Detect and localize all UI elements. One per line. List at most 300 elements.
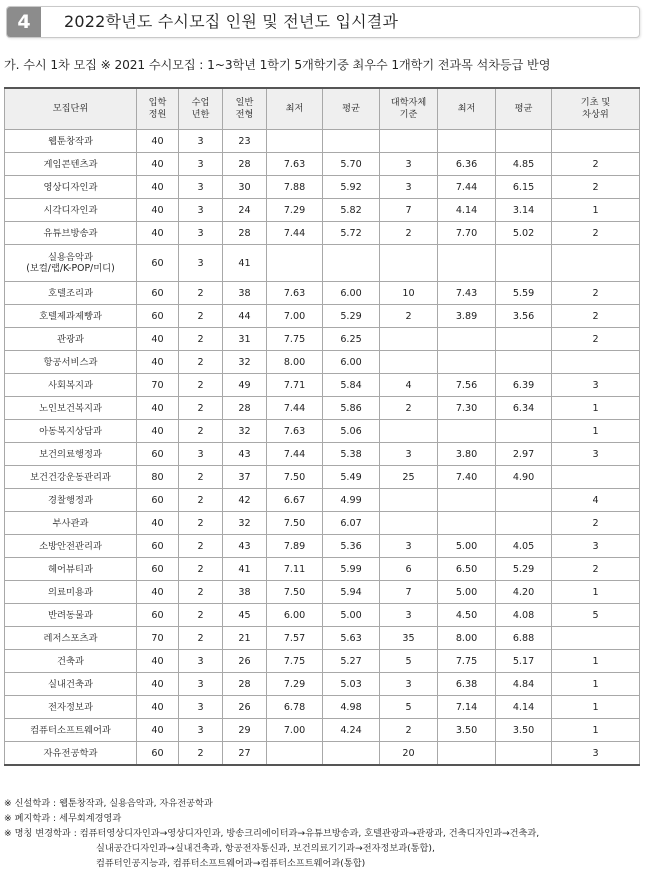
table-row xyxy=(5,199,640,222)
cell-years: 3 xyxy=(179,176,223,199)
cell-min1: 7.50 xyxy=(267,512,323,535)
cell-quota: 70 xyxy=(137,627,179,650)
col-header-dept: 모집단위 xyxy=(5,88,137,130)
cell-avg1: 5.70 xyxy=(323,153,380,176)
cell-univ-own: 10 xyxy=(380,282,438,305)
cell-dept: 유튜브방송과 xyxy=(5,222,137,245)
cell-years: 2 xyxy=(179,742,223,766)
cell-univ-own: 7 xyxy=(380,199,438,222)
cell-min2: 3.80 xyxy=(438,443,496,466)
cell-avg1 xyxy=(323,742,380,766)
section-title: 2022학년도 수시모집 인원 및 전년도 입시결과 xyxy=(64,12,399,31)
cell-univ-own xyxy=(380,351,438,374)
cell-avg2 xyxy=(496,328,552,351)
cell-univ-own: 20 xyxy=(380,742,438,766)
table-row xyxy=(5,650,640,673)
cell-avg1: 4.99 xyxy=(323,489,380,512)
note-closed-depts xyxy=(4,811,539,826)
cell-univ-own xyxy=(380,420,438,443)
cell-univ-own: 2 xyxy=(380,397,438,420)
cell-univ-own: 3 xyxy=(380,443,438,466)
cell-basic xyxy=(552,627,640,650)
cell-avg2: 3.56 xyxy=(496,305,552,328)
section-number: 4 xyxy=(7,7,41,37)
note-new-text: 웹툰창작과, 실용음악과, 자유전공학과 xyxy=(59,798,213,809)
cell-avg2 xyxy=(496,130,552,153)
cell-avg1: 5.63 xyxy=(323,627,380,650)
cell-avg1: 5.27 xyxy=(323,650,380,673)
note-rename-line2: 실내공간디자인과→실내건축과, 항공전자통신과, 보건의료기기과→전자정보과(통합), xyxy=(96,843,435,854)
cell-years: 2 xyxy=(179,305,223,328)
cell-dept: 헤어뷰티과 xyxy=(5,558,137,581)
note-new-label: ※ 신설학과 : xyxy=(4,798,57,809)
table-body xyxy=(5,130,640,766)
cell-min1: 7.63 xyxy=(267,420,323,443)
cell-univ-own: 2 xyxy=(380,305,438,328)
cell-dept: 건축과 xyxy=(5,650,137,673)
table-row xyxy=(5,153,640,176)
cell-min1: 7.50 xyxy=(267,466,323,489)
cell-univ-own xyxy=(380,489,438,512)
cell-years: 3 xyxy=(179,153,223,176)
cell-general: 41 xyxy=(223,558,267,581)
cell-univ-own: 2 xyxy=(380,719,438,742)
cell-general: 42 xyxy=(223,489,267,512)
cell-dept: 실내건축과 xyxy=(5,673,137,696)
col-header-min2: 최저 xyxy=(438,88,496,130)
cell-dept: 게임콘텐츠과 xyxy=(5,153,137,176)
table-row xyxy=(5,328,640,351)
cell-min2: 7.30 xyxy=(438,397,496,420)
cell-avg2 xyxy=(496,420,552,443)
cell-avg2: 6.15 xyxy=(496,176,552,199)
cell-quota: 40 xyxy=(137,328,179,351)
cell-avg1: 5.99 xyxy=(323,558,380,581)
cell-avg1: 5.03 xyxy=(323,673,380,696)
cell-years: 3 xyxy=(179,245,223,282)
cell-quota: 40 xyxy=(137,397,179,420)
cell-general: 32 xyxy=(223,420,267,443)
cell-univ-own: 2 xyxy=(380,222,438,245)
cell-basic: 2 xyxy=(552,153,640,176)
note-rename-line3: 컴퓨터인공지능과, 컴퓨터소프트웨어과→컴퓨터소프트웨어과(통합) xyxy=(96,858,366,869)
col-header-basic: 기초 및 차상위 xyxy=(552,88,640,130)
cell-years: 3 xyxy=(179,199,223,222)
cell-quota: 60 xyxy=(137,489,179,512)
table-row xyxy=(5,742,640,766)
cell-dept: 시각디자인과 xyxy=(5,199,137,222)
cell-min1: 7.50 xyxy=(267,581,323,604)
table-row xyxy=(5,512,640,535)
cell-min2: 5.00 xyxy=(438,581,496,604)
cell-general: 26 xyxy=(223,650,267,673)
cell-avg2: 4.84 xyxy=(496,673,552,696)
cell-dept: 보건의료행정과 xyxy=(5,443,137,466)
cell-min2: 8.00 xyxy=(438,627,496,650)
table-subtitle: 가. 수시 1차 모집 ※ 2021 수시모집 : 1~3학년 1학기 5개학기중 최우수 1개학기 전과목 석차등급 반영 xyxy=(4,58,551,72)
cell-dept: 컴퓨터소프트웨어과 xyxy=(5,719,137,742)
cell-univ-own xyxy=(380,245,438,282)
cell-min1 xyxy=(267,742,323,766)
cell-min1: 6.67 xyxy=(267,489,323,512)
cell-avg1: 6.00 xyxy=(323,351,380,374)
cell-general: 29 xyxy=(223,719,267,742)
cell-dept: 항공서비스과 xyxy=(5,351,137,374)
cell-years: 3 xyxy=(179,719,223,742)
cell-min1 xyxy=(267,130,323,153)
table-row xyxy=(5,443,640,466)
cell-basic: 1 xyxy=(552,696,640,719)
cell-years: 2 xyxy=(179,581,223,604)
cell-general: 45 xyxy=(223,604,267,627)
cell-dept: 영상디자인과 xyxy=(5,176,137,199)
cell-min2: 7.56 xyxy=(438,374,496,397)
cell-min1: 6.78 xyxy=(267,696,323,719)
cell-quota: 40 xyxy=(137,153,179,176)
table-row xyxy=(5,673,640,696)
cell-min2: 4.14 xyxy=(438,199,496,222)
cell-univ-own: 6 xyxy=(380,558,438,581)
cell-quota: 40 xyxy=(137,222,179,245)
cell-min2 xyxy=(438,489,496,512)
cell-avg2: 5.59 xyxy=(496,282,552,305)
cell-dept: 아동복지상담과 xyxy=(5,420,137,443)
cell-basic: 2 xyxy=(552,176,640,199)
cell-quota: 40 xyxy=(137,673,179,696)
cell-avg2 xyxy=(496,742,552,766)
cell-years: 2 xyxy=(179,489,223,512)
cell-general: 32 xyxy=(223,351,267,374)
table-row xyxy=(5,489,640,512)
cell-min1: 7.89 xyxy=(267,535,323,558)
cell-avg1: 5.29 xyxy=(323,305,380,328)
cell-years: 3 xyxy=(179,673,223,696)
cell-basic: 2 xyxy=(552,305,640,328)
col-header-general: 일반 전형 xyxy=(223,88,267,130)
cell-basic: 1 xyxy=(552,719,640,742)
cell-general: 30 xyxy=(223,176,267,199)
cell-avg2: 6.39 xyxy=(496,374,552,397)
cell-basic: 1 xyxy=(552,420,640,443)
cell-avg1: 4.24 xyxy=(323,719,380,742)
cell-univ-own: 3 xyxy=(380,176,438,199)
cell-basic: 2 xyxy=(552,328,640,351)
cell-univ-own: 5 xyxy=(380,650,438,673)
cell-quota: 40 xyxy=(137,696,179,719)
cell-quota: 70 xyxy=(137,374,179,397)
cell-min1: 7.44 xyxy=(267,397,323,420)
cell-min2: 3.89 xyxy=(438,305,496,328)
cell-min2: 7.40 xyxy=(438,466,496,489)
cell-avg2: 6.88 xyxy=(496,627,552,650)
cell-avg1: 5.36 xyxy=(323,535,380,558)
col-header-univ-own: 대학자체 기준 xyxy=(380,88,438,130)
cell-general: 28 xyxy=(223,153,267,176)
table-row xyxy=(5,176,640,199)
col-header-min1: 최저 xyxy=(267,88,323,130)
cell-basic: 5 xyxy=(552,604,640,627)
cell-avg2: 5.17 xyxy=(496,650,552,673)
cell-min1: 7.63 xyxy=(267,282,323,305)
cell-avg1: 5.84 xyxy=(323,374,380,397)
cell-basic xyxy=(552,466,640,489)
cell-basic: 1 xyxy=(552,581,640,604)
cell-min2: 7.44 xyxy=(438,176,496,199)
cell-years: 2 xyxy=(179,512,223,535)
cell-basic: 2 xyxy=(552,282,640,305)
col-header-years: 수업 년한 xyxy=(179,88,223,130)
cell-basic: 3 xyxy=(552,374,640,397)
cell-min1: 7.29 xyxy=(267,199,323,222)
cell-dept: 호텔조리과 xyxy=(5,282,137,305)
cell-avg1: 5.49 xyxy=(323,466,380,489)
cell-univ-own xyxy=(380,130,438,153)
cell-quota: 40 xyxy=(137,351,179,374)
cell-quota: 60 xyxy=(137,443,179,466)
cell-basic: 1 xyxy=(552,199,640,222)
cell-general: 31 xyxy=(223,328,267,351)
note-rename-label: ※ 명칭 변경학과 : xyxy=(4,828,77,839)
cell-avg2: 4.85 xyxy=(496,153,552,176)
cell-dept: 호텔제과제빵과 xyxy=(5,305,137,328)
cell-univ-own: 25 xyxy=(380,466,438,489)
note-new-depts xyxy=(4,796,539,811)
table-row xyxy=(5,222,640,245)
cell-avg1: 6.00 xyxy=(323,282,380,305)
cell-basic: 1 xyxy=(552,650,640,673)
cell-general: 26 xyxy=(223,696,267,719)
cell-min1: 7.29 xyxy=(267,673,323,696)
table-row xyxy=(5,535,640,558)
table-row xyxy=(5,627,640,650)
cell-min2: 4.50 xyxy=(438,604,496,627)
cell-general: 43 xyxy=(223,443,267,466)
cell-years: 3 xyxy=(179,443,223,466)
cell-min1 xyxy=(267,245,323,282)
cell-univ-own: 4 xyxy=(380,374,438,397)
table-row xyxy=(5,696,640,719)
cell-avg1: 6.07 xyxy=(323,512,380,535)
cell-avg2: 5.02 xyxy=(496,222,552,245)
note-renamed-depts xyxy=(4,826,539,841)
cell-general: 37 xyxy=(223,466,267,489)
cell-univ-own: 3 xyxy=(380,153,438,176)
cell-avg2: 6.34 xyxy=(496,397,552,420)
cell-general: 38 xyxy=(223,581,267,604)
note-closed-label: ※ 폐지학과 : xyxy=(4,813,57,824)
cell-avg1: 4.98 xyxy=(323,696,380,719)
cell-basic xyxy=(552,130,640,153)
cell-univ-own: 35 xyxy=(380,627,438,650)
table-row xyxy=(5,282,640,305)
cell-min1: 7.75 xyxy=(267,328,323,351)
cell-basic xyxy=(552,245,640,282)
cell-years: 3 xyxy=(179,650,223,673)
cell-avg1: 5.00 xyxy=(323,604,380,627)
cell-avg2 xyxy=(496,245,552,282)
cell-basic: 4 xyxy=(552,489,640,512)
cell-dept: 관광과 xyxy=(5,328,137,351)
cell-avg2 xyxy=(496,512,552,535)
cell-min1: 7.11 xyxy=(267,558,323,581)
cell-avg2: 3.14 xyxy=(496,199,552,222)
cell-basic: 3 xyxy=(552,443,640,466)
cell-min1: 7.00 xyxy=(267,305,323,328)
table-row xyxy=(5,245,640,282)
table-row xyxy=(5,397,640,420)
table-row xyxy=(5,305,640,328)
table-header-row xyxy=(5,88,640,130)
cell-years: 3 xyxy=(179,130,223,153)
cell-general: 41 xyxy=(223,245,267,282)
col-header-avg2: 평균 xyxy=(496,88,552,130)
cell-min2: 7.14 xyxy=(438,696,496,719)
cell-avg2: 4.14 xyxy=(496,696,552,719)
footnotes xyxy=(4,796,539,871)
cell-avg1 xyxy=(323,130,380,153)
cell-min1: 7.71 xyxy=(267,374,323,397)
table-row xyxy=(5,581,640,604)
cell-quota: 40 xyxy=(137,199,179,222)
cell-avg2: 2.97 xyxy=(496,443,552,466)
cell-univ-own: 3 xyxy=(380,535,438,558)
cell-min2 xyxy=(438,328,496,351)
cell-general: 28 xyxy=(223,673,267,696)
cell-general: 49 xyxy=(223,374,267,397)
cell-dept: 경찰행정과 xyxy=(5,489,137,512)
cell-general: 28 xyxy=(223,222,267,245)
cell-avg1: 5.92 xyxy=(323,176,380,199)
cell-min2: 6.36 xyxy=(438,153,496,176)
cell-basic: 2 xyxy=(552,222,640,245)
cell-years: 2 xyxy=(179,397,223,420)
cell-min2: 7.75 xyxy=(438,650,496,673)
cell-univ-own: 3 xyxy=(380,604,438,627)
cell-univ-own xyxy=(380,512,438,535)
cell-min1: 7.44 xyxy=(267,443,323,466)
cell-avg2: 4.08 xyxy=(496,604,552,627)
cell-min1: 7.00 xyxy=(267,719,323,742)
table-row xyxy=(5,374,640,397)
table-row xyxy=(5,351,640,374)
cell-min1: 7.57 xyxy=(267,627,323,650)
cell-dept: 웹툰창작과 xyxy=(5,130,137,153)
cell-general: 28 xyxy=(223,397,267,420)
cell-avg2: 5.29 xyxy=(496,558,552,581)
cell-avg2: 3.50 xyxy=(496,719,552,742)
cell-quota: 40 xyxy=(137,650,179,673)
cell-general: 21 xyxy=(223,627,267,650)
cell-basic xyxy=(552,351,640,374)
cell-basic: 1 xyxy=(552,397,640,420)
cell-dept: 부사관과 xyxy=(5,512,137,535)
admission-results-table xyxy=(4,87,640,766)
cell-general: 23 xyxy=(223,130,267,153)
section-header xyxy=(6,6,640,38)
cell-avg1: 5.82 xyxy=(323,199,380,222)
cell-min2 xyxy=(438,245,496,282)
cell-dept: 자유전공학과 xyxy=(5,742,137,766)
cell-quota: 40 xyxy=(137,130,179,153)
cell-dept: 전자정보과 xyxy=(5,696,137,719)
cell-univ-own: 3 xyxy=(380,673,438,696)
cell-min2: 6.38 xyxy=(438,673,496,696)
cell-years: 2 xyxy=(179,374,223,397)
cell-quota: 60 xyxy=(137,558,179,581)
cell-dept: 사회복지과 xyxy=(5,374,137,397)
cell-general: 43 xyxy=(223,535,267,558)
cell-dept: 레저스포츠과 xyxy=(5,627,137,650)
cell-quota: 60 xyxy=(137,535,179,558)
cell-min1: 7.75 xyxy=(267,650,323,673)
col-header-avg1: 평균 xyxy=(323,88,380,130)
cell-avg1: 5.38 xyxy=(323,443,380,466)
cell-basic: 2 xyxy=(552,512,640,535)
cell-years: 2 xyxy=(179,420,223,443)
cell-quota: 40 xyxy=(137,581,179,604)
cell-avg1: 5.06 xyxy=(323,420,380,443)
cell-min2 xyxy=(438,130,496,153)
cell-avg2: 4.90 xyxy=(496,466,552,489)
cell-years: 2 xyxy=(179,535,223,558)
cell-avg1 xyxy=(323,245,380,282)
table-row xyxy=(5,719,640,742)
note-closed-text: 세무회계경영과 xyxy=(59,813,122,824)
cell-years: 2 xyxy=(179,351,223,374)
cell-basic: 2 xyxy=(552,558,640,581)
cell-min2: 7.43 xyxy=(438,282,496,305)
cell-avg1: 5.72 xyxy=(323,222,380,245)
cell-years: 3 xyxy=(179,222,223,245)
cell-general: 44 xyxy=(223,305,267,328)
cell-quota: 60 xyxy=(137,282,179,305)
cell-min2 xyxy=(438,512,496,535)
cell-years: 2 xyxy=(179,328,223,351)
cell-general: 38 xyxy=(223,282,267,305)
table-row xyxy=(5,466,640,489)
cell-avg2: 4.20 xyxy=(496,581,552,604)
cell-general: 32 xyxy=(223,512,267,535)
cell-basic: 1 xyxy=(552,673,640,696)
table-row xyxy=(5,130,640,153)
cell-univ-own: 5 xyxy=(380,696,438,719)
cell-dept: 소방안전관리과 xyxy=(5,535,137,558)
table-row xyxy=(5,420,640,443)
cell-min2 xyxy=(438,351,496,374)
cell-quota: 40 xyxy=(137,176,179,199)
cell-quota: 80 xyxy=(137,466,179,489)
cell-dept: 의료미용과 xyxy=(5,581,137,604)
note-rename-line1: 컴퓨터영상디자인과→영상디자인과, 방송크리에이터과→유튜브방송과, 호텔관광과→관광과, 건축디자인과→건축과, xyxy=(79,828,540,839)
cell-quota: 40 xyxy=(137,719,179,742)
cell-general: 24 xyxy=(223,199,267,222)
cell-min1: 7.44 xyxy=(267,222,323,245)
cell-years: 2 xyxy=(179,558,223,581)
cell-min2: 3.50 xyxy=(438,719,496,742)
cell-dept: 실용음악과 (보컬/랩/K-POP/미디) xyxy=(5,245,137,282)
cell-min2 xyxy=(438,742,496,766)
cell-dept: 보건건강운동관리과 xyxy=(5,466,137,489)
cell-min1: 7.63 xyxy=(267,153,323,176)
table-row xyxy=(5,604,640,627)
cell-min2: 7.70 xyxy=(438,222,496,245)
table-row xyxy=(5,558,640,581)
cell-min2 xyxy=(438,420,496,443)
cell-quota: 60 xyxy=(137,604,179,627)
cell-avg1: 5.86 xyxy=(323,397,380,420)
cell-basic: 3 xyxy=(552,742,640,766)
cell-general: 27 xyxy=(223,742,267,766)
